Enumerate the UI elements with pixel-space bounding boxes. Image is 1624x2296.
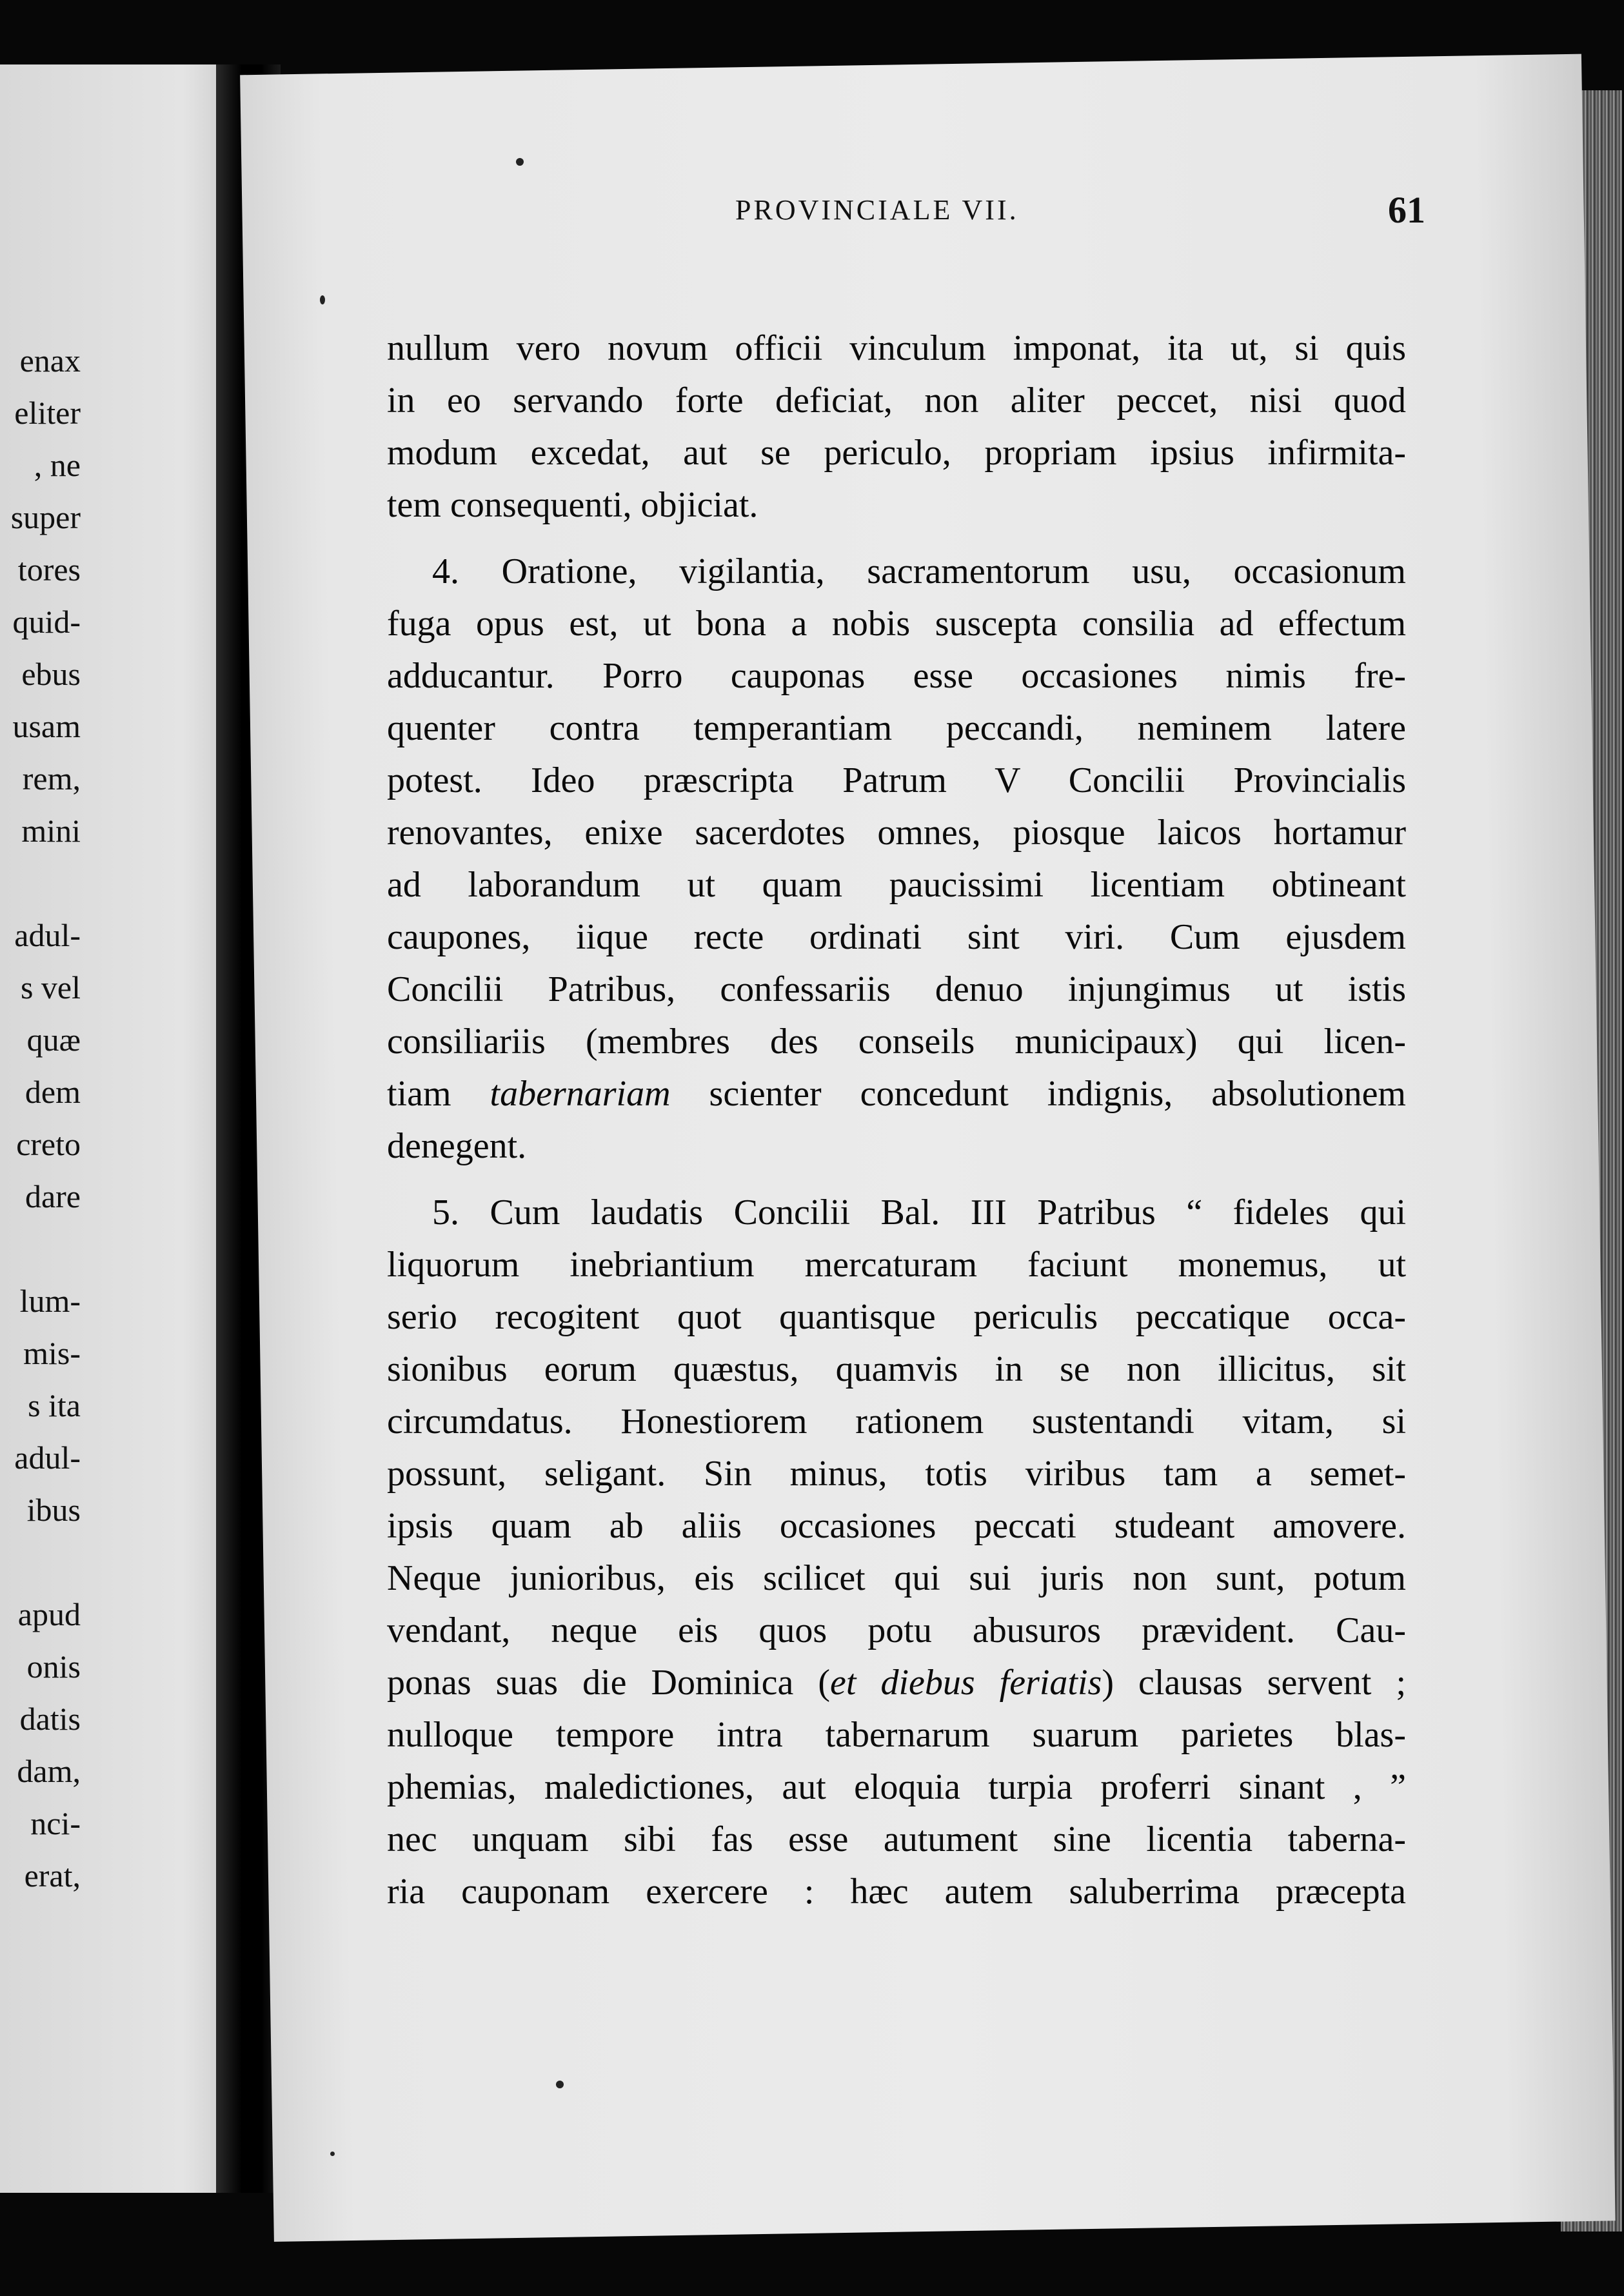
italic-term: tabernariam <box>490 1074 671 1114</box>
text-line-mixed <box>387 1068 1406 1120</box>
facing-page-line-fragment: enax <box>19 342 81 379</box>
facing-page-line-fragment: dare <box>25 1178 81 1214</box>
text-line: nullum vero novum officii vinculum imponat, ita ut, si quis <box>387 328 1406 368</box>
text-line: denegent. <box>387 1126 527 1166</box>
text-line: sionibus eorum quæstus, quamvis in se non illicitus, sit <box>387 1349 1406 1389</box>
text-line: modum excedat, aut se periculo, propriam ipsius infirmita- <box>387 433 1406 473</box>
print-speck <box>330 2152 335 2156</box>
facing-page-line-fragment: s ita <box>28 1387 81 1423</box>
page-number: 61 <box>1388 189 1425 231</box>
text-line: phemias, maledictiones, aut eloquia turpia proferri sinant , ” <box>387 1767 1406 1807</box>
print-speck <box>556 2081 564 2088</box>
facing-page-line-fragment: onis <box>26 1648 81 1685</box>
text-line: adducantur. Porro cauponas esse occasiones nimis fre- <box>387 656 1406 696</box>
facing-page-line-fragment: dam, <box>17 1753 81 1789</box>
facing-page-line-fragment: rem, <box>22 760 81 797</box>
facing-page-line-fragment: ibus <box>26 1492 81 1528</box>
text-line: possunt, seligant. Sin minus, totis viribus tam a semet- <box>387 1454 1406 1494</box>
paragraph-4 <box>387 546 1406 1173</box>
text-run: tiam <box>387 1074 451 1114</box>
text-line: ad laborandum ut quam paucissimi licentiam obtineant <box>387 865 1406 905</box>
facing-page-line-fragment: eliter <box>14 395 81 431</box>
facing-page-line-fragment: lum- <box>19 1283 81 1319</box>
text-line: potest. Ideo præscripta Patrum V Concilii Provincialis <box>387 760 1406 800</box>
facing-page-line-fragment: dem <box>25 1074 81 1110</box>
italic-phrase: et diebus feriatis <box>830 1663 1102 1703</box>
text-line: consiliariis (membres des conseils municipaux) qui licen- <box>387 1022 1406 1062</box>
facing-page-line-fragment: tores <box>17 551 81 588</box>
print-speck <box>516 158 524 166</box>
facing-page-line-fragment: , ne <box>34 447 81 483</box>
text-run: ponas suas die Dominica ( <box>387 1663 831 1703</box>
text-run: ) clausas servent ; <box>1102 1663 1406 1703</box>
text-line: Concilii Patribus, confessariis denuo injungimus ut istis <box>387 969 1406 1009</box>
facing-page-line-fragment: ebus <box>21 656 81 692</box>
facing-page-text <box>0 64 229 2193</box>
text-line: renovantes, enixe sacerdotes omnes, piosque laicos hortamur <box>387 813 1406 853</box>
facing-page-line-fragment: quæ <box>26 1022 81 1058</box>
text-line: 5. Cum laudatis Concilii Bal. III Patribus “ fideles qui <box>432 1193 1406 1232</box>
text-line: caupones, iique recte ordinati sint viri. Cum ejusdem <box>387 917 1406 957</box>
text-line: ria cauponam exercere : hæc autem saluberrima præcepta <box>387 1872 1406 1912</box>
text-line: quenter contra temperantiam peccandi, neminem latere <box>387 708 1406 748</box>
facing-page-line-fragment: mini <box>21 813 81 849</box>
facing-page-line-fragment: datis <box>19 1701 81 1737</box>
text-line-mixed <box>387 1657 1406 1709</box>
running-head <box>516 189 1438 245</box>
paragraph-continued <box>387 322 1406 531</box>
text-line: fuga opus est, ut bona a nobis suscepta consilia ad effectum <box>387 604 1406 644</box>
facing-page-line-fragment: super <box>10 499 81 535</box>
facing-page-line-fragment: creto <box>16 1126 81 1162</box>
facing-page-line-fragment: quid- <box>12 604 81 640</box>
text-line: circumdatus. Honestiorem rationem sustentandi vitam, si <box>387 1401 1406 1441</box>
text-line: vendant, neque eis quos potu abusuros prævident. Cau- <box>387 1610 1406 1650</box>
running-head-title: PROVINCIALE VII. <box>735 194 1019 226</box>
text-line: serio recogitent quot quantisque periculis peccatique occa- <box>387 1297 1406 1337</box>
text-line: liquorum inebriantium mercaturam faciunt monemus, ut <box>387 1245 1406 1285</box>
facing-page-line-fragment: erat, <box>24 1857 81 1894</box>
text-line: nec unquam sibi fas esse autument sine licentia taberna- <box>387 1819 1406 1859</box>
facing-page-line-fragment: usam <box>12 708 81 744</box>
paragraph-5 <box>387 1187 1406 1918</box>
print-speck <box>320 295 325 304</box>
facing-page-left <box>0 64 229 2193</box>
facing-page-line-fragment: nci- <box>30 1805 81 1841</box>
body-text <box>387 322 1406 1932</box>
facing-page-line-fragment: apud <box>17 1596 81 1632</box>
facing-page-line-fragment: s vel <box>20 969 81 1005</box>
facing-page-line-fragment: mis- <box>23 1335 81 1371</box>
text-line: 4. Oratione, vigilantia, sacramentorum usu, occasionum <box>432 551 1406 591</box>
text-run: scienter concedunt indignis, absolutionem <box>709 1074 1406 1114</box>
text-line: nulloque tempore intra tabernarum suarum parietes blas- <box>387 1715 1406 1755</box>
text-line: in eo servando forte deficiat, non aliter peccet, nisi quod <box>387 381 1406 421</box>
facing-page-line-fragment: adul- <box>14 1440 81 1476</box>
text-line: Neque junioribus, eis scilicet qui sui juris non sunt, potum <box>387 1558 1406 1598</box>
text-line: tem consequenti, objiciat. <box>387 485 758 525</box>
text-line: ipsis quam ab aliis occasiones peccati studeant amovere. <box>387 1506 1406 1546</box>
facing-page-line-fragment: adul- <box>14 917 81 953</box>
